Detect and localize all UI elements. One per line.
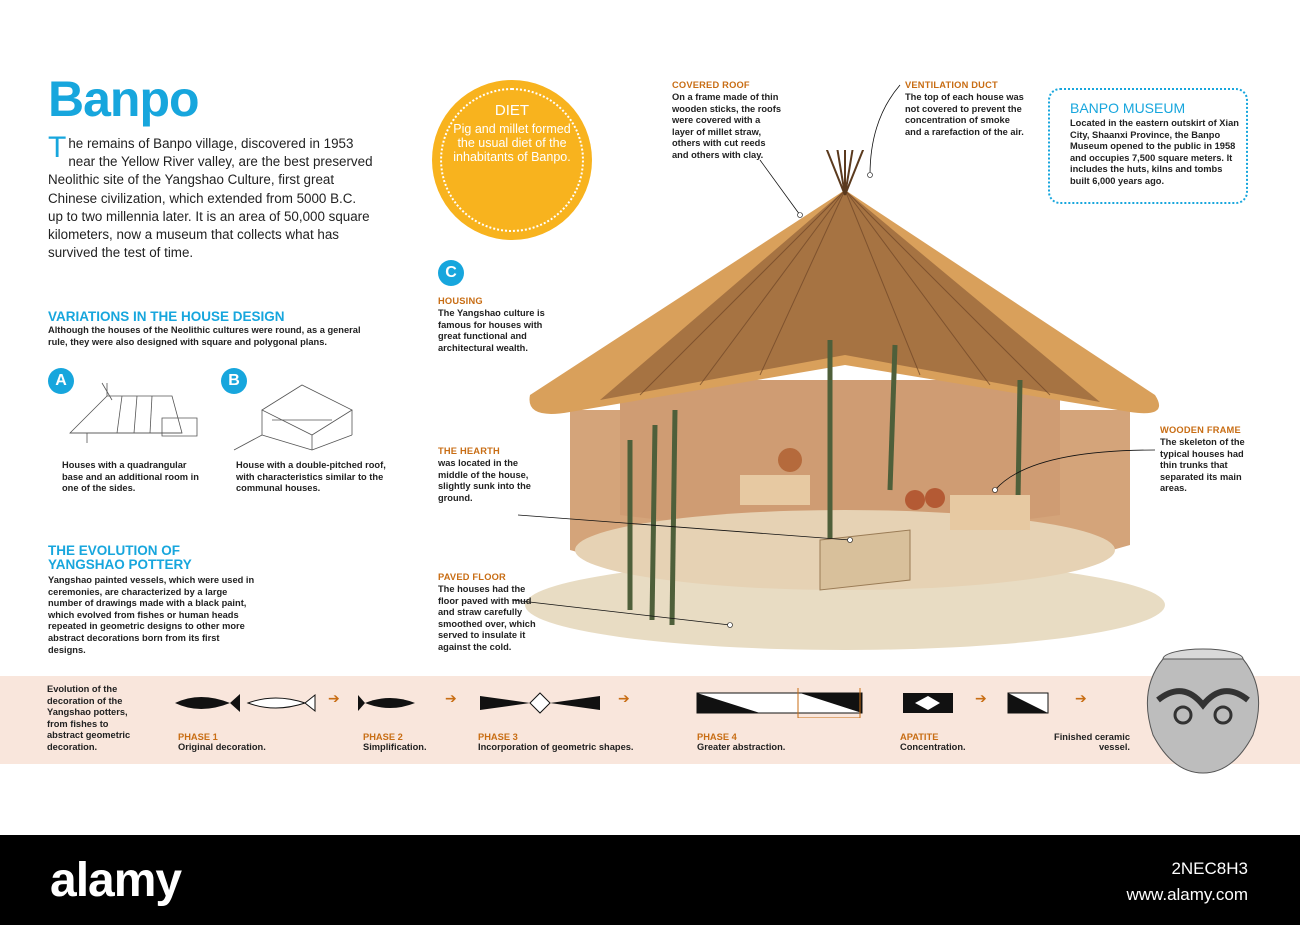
image-id: 2NEC8H3 bbox=[1171, 859, 1248, 878]
arrow-icon: ➔ bbox=[618, 690, 630, 706]
ceramic-vessel-image bbox=[1138, 645, 1268, 777]
watermark-bar bbox=[0, 835, 1300, 925]
badge-c: C bbox=[438, 260, 464, 286]
phase-4-text: Greater abstraction. bbox=[697, 742, 786, 752]
page-title: Banpo bbox=[48, 71, 199, 127]
callout-floor-line bbox=[512, 600, 730, 625]
arrow-icon: ➔ bbox=[445, 690, 457, 706]
ventilation-label: VENTILATION DUCT bbox=[905, 80, 998, 90]
callout-roof-line bbox=[760, 160, 800, 215]
diet-text: Pig and millet formed the usual diet of the inhabitants of Banpo. bbox=[453, 122, 571, 164]
wooden-frame-text: The skeleton of the typical houses had thin trunks that separated its main areas. bbox=[1160, 437, 1245, 494]
finished-vessel-caption: Finished ceramic vessel. bbox=[1054, 732, 1130, 752]
apatite-motif bbox=[903, 693, 953, 713]
intro-text: he remains of Banpo village, discovered in 1953 near the Yellow River valley, are the best preserved Neolithic site of the Yangshao Culture, first great Chinese civilization, which extended from 5000 B.C. up to two millennia later. It is an area of 50,000 square kilometers, now a museum that collects what has survived the test of time. bbox=[48, 136, 373, 261]
museum-box bbox=[1048, 88, 1248, 204]
callout-vent-line bbox=[870, 85, 900, 175]
wooden-frame-label: WOODEN FRAME bbox=[1160, 425, 1241, 435]
phase-1-title: PHASE 1 bbox=[178, 732, 218, 742]
final-motif bbox=[1008, 693, 1048, 713]
phase-apatite-text: Concentration. bbox=[900, 742, 966, 752]
evolution-title: THE EVOLUTION OF YANGSHAO POTTERY bbox=[48, 543, 192, 572]
covered-roof-text: On a frame made of thin wooden sticks, the roofs were covered with a layer of millet straw, others with cut reeds and others with clay. bbox=[672, 92, 781, 160]
arrow-icon: ➔ bbox=[975, 690, 987, 706]
hearth-label: THE HEARTH bbox=[438, 446, 500, 456]
museum-text: Located in the eastern outskirt of Xian City, Shaanxi Province, the Banpo Museum opened to the public in 1958 and occupies 7,500 square meters. It includes the huts, kilns and tombs built 6,000 years ago. bbox=[1070, 118, 1239, 186]
intro-dropcap: T bbox=[48, 131, 67, 164]
phase3-motif bbox=[480, 693, 600, 713]
hearth-text: was located in the middle of the house, slightly sunk into the ground. bbox=[438, 458, 531, 503]
phase-apatite-title: APATITE bbox=[900, 732, 939, 742]
housing-label: HOUSING bbox=[438, 296, 483, 306]
callout-frame-line bbox=[995, 450, 1155, 490]
variations-text: Although the houses of the Neolithic cultures were round, as a general rule, they were also designed with square and polygonal plans. bbox=[48, 325, 361, 347]
phase-1-text: Original decoration. bbox=[178, 742, 266, 752]
phase2-motif bbox=[358, 695, 415, 711]
pottery-intro: Evolution of the decoration of the Yangshao potters, from fishes to abstract geometric decoration. bbox=[47, 684, 131, 752]
phase4-motif bbox=[697, 688, 862, 718]
covered-roof-label: COVERED ROOF bbox=[672, 80, 750, 90]
paved-floor-text: The houses had the floor paved with mud and straw carefully smoothed over, which served to insulate it against the cold. bbox=[438, 584, 536, 652]
phase-2 bbox=[363, 732, 427, 752]
evolution-text: Yangshao painted vessels, which were used in ceremonies, are characterized by a large number of drawings made with a black paint, which evolved from fishes or human heads repeated in geometric designs to other more abstract decorations born from its first designs. bbox=[48, 575, 255, 655]
phase-3-text: Incorporation of geometric shapes. bbox=[478, 742, 634, 752]
phase-1 bbox=[178, 732, 266, 752]
house-b-caption: House with a double-pitched roof, with characteristics similar to the communal houses. bbox=[236, 460, 386, 494]
badge-a: A bbox=[48, 368, 74, 394]
alamy-logo: alamy bbox=[50, 854, 182, 907]
housing-text: The Yangshao culture is famous for houses with great functional and architectural wealth. bbox=[438, 308, 545, 353]
house-a-caption: Houses with a quadrangular base and an additional room in one of the sides. bbox=[62, 460, 199, 494]
paved-floor-label: PAVED FLOOR bbox=[438, 572, 506, 582]
phase-3 bbox=[478, 732, 634, 752]
diet-title: DIET bbox=[494, 102, 530, 119]
arrow-icon: ➔ bbox=[328, 690, 340, 706]
arrow-icon: ➔ bbox=[1075, 690, 1087, 706]
phase-2-title: PHASE 2 bbox=[363, 732, 403, 742]
phase-3-title: PHASE 3 bbox=[478, 732, 518, 742]
phase-4-title: PHASE 4 bbox=[697, 732, 737, 742]
badge-b: B bbox=[221, 368, 247, 394]
phase-apatite bbox=[900, 732, 966, 752]
watermark-site: www.alamy.com bbox=[1126, 885, 1248, 904]
callout-hearth-line bbox=[518, 515, 850, 540]
museum-title: BANPO MUSEUM bbox=[1070, 100, 1186, 116]
ventilation-text: The top of each house was not covered to prevent the concentration of smoke and a rarefaction of the air. bbox=[905, 92, 1024, 137]
variations-title: VARIATIONS IN THE HOUSE DESIGN bbox=[48, 309, 285, 324]
phase1-motif bbox=[175, 694, 315, 712]
phase-2-text: Simplification. bbox=[363, 742, 427, 752]
phase-4 bbox=[697, 732, 785, 752]
